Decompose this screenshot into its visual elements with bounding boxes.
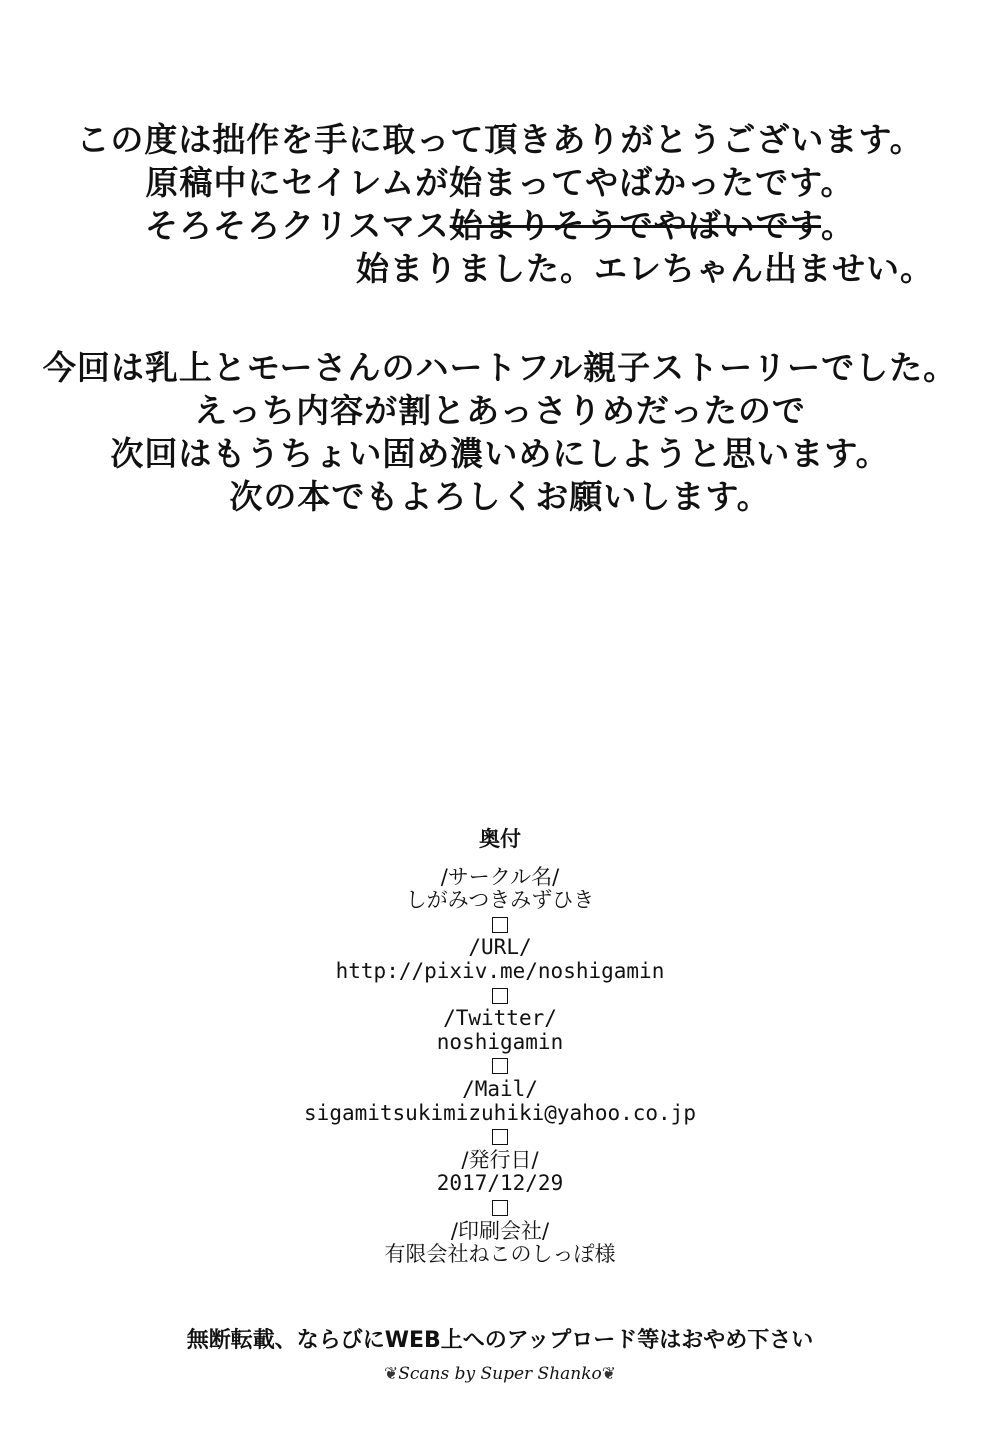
afterword-line: 今回は乳上とモーさんのハートフル親子ストーリーでした。 [42,348,958,387]
afterword-line: えっち内容が割とあっさりめだったので [194,391,806,430]
circle-name-label: /サークル名/ [440,864,560,889]
afterword-line [0,161,1000,204]
afterword-line: 始まりました。エレちゃん出ませい。 [356,249,934,288]
box-icon [492,917,508,933]
separator [0,984,1000,1008]
mail-value: sigamitsukimizuhiki@yahoo.co.jp [304,1100,696,1125]
afterword-paragraph-2 [0,346,1000,518]
afterword-line: この度は拙作を手に取って頂きありがとうございます。 [76,120,924,159]
scan-credit-text: Scans by Super Shanko [398,1364,602,1384]
printer-value: 有限会社ねこのしっぽ様 [384,1242,616,1267]
publish-date-label: /発行日/ [461,1147,539,1172]
separator [0,913,1000,937]
scan-credit [0,1362,1000,1386]
flourish-icon: ❦ [383,1364,399,1384]
afterword-line: 次回はもうちょい固め濃いめにしようと思います。 [110,434,890,473]
twitter-label: /Twitter/ [443,1006,557,1031]
url-label: /URL/ [468,935,532,960]
afterword-line-struck [0,204,1000,247]
afterword-line: 次の本でもよろしくお願いします。 [229,477,771,516]
separator [0,1196,1000,1220]
colophon-title: 奥付 [479,827,521,851]
afterword-paragraph-1 [0,118,1000,290]
printer-label: /印刷会社/ [450,1218,550,1243]
struck-text: 始まりそうでやばいです [449,206,822,245]
separator [0,1054,1000,1078]
reprint-notice: 無断転載、ならびにWEB上へのアップロード等はおやめ下さい [186,1328,814,1353]
mail-label: /Mail/ [462,1076,538,1101]
circle-name-value: しがみつきみずひき [405,888,595,913]
box-icon [492,988,508,1004]
box-icon [492,1058,508,1074]
box-icon [492,1129,508,1145]
afterword-text: 。 [821,206,856,245]
flourish-icon: ❦ [601,1364,617,1384]
twitter-value: noshigamin [436,1029,564,1054]
colophon [0,828,1000,1267]
box-icon [492,1200,508,1216]
separator [0,1125,1000,1149]
publish-date-value: 2017/12/29 [436,1171,564,1196]
afterword-text: 原稿中にセイレムが始まってやばかったです。 [145,163,855,202]
afterword-text: そろそろクリスマス [144,206,450,245]
url-value: http://pixiv.me/noshigamin [335,958,665,983]
